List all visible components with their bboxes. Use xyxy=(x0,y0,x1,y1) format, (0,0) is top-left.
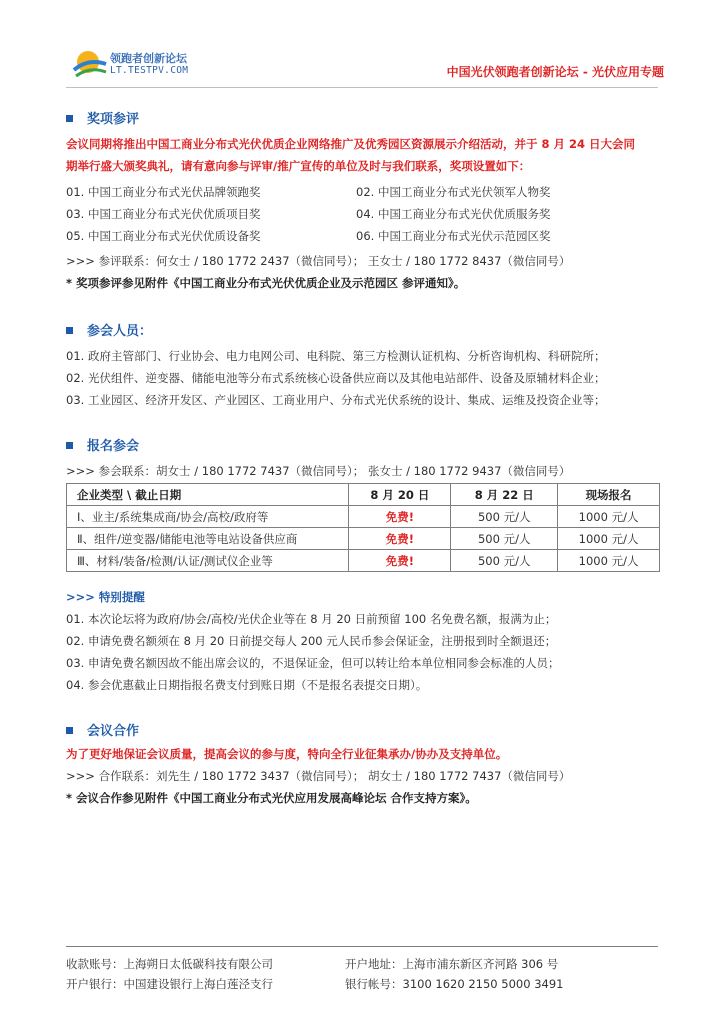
section-attendees-heading: 参会人员： xyxy=(66,320,152,339)
footer-address: 开户地址：上海市浦东新区齐河路 306 号 xyxy=(345,957,559,971)
reminder-item: 02. 申请免费名额须在 8 月 20 日前提交每人 200 元人民币参会保证金，注册报到时全额退还； xyxy=(66,634,557,648)
logo-url[interactable]: LT.TESTPV.COM xyxy=(110,65,189,76)
award-item: 03. 中国工商业分布式光伏优质项目奖 xyxy=(66,207,261,221)
awards-intro-line2: 期举行盛大颁奖典礼，请有意向参与评审/推广宣传的单位及时与我们联系，奖项设置如下： xyxy=(66,159,531,173)
attendee-item: 01. 政府主管部门、行业协会、电力电网公司、电科院、第三方检测认证机构、分析咨询机构、科研院所； xyxy=(66,349,606,363)
table-cell: Ⅱ、组件/逆变器/储能电池等电站设备供应商 xyxy=(67,528,349,550)
table-cell: 500 元/人 xyxy=(451,528,558,550)
square-bullet-icon xyxy=(66,115,73,122)
footer-account-name: 收款账号：上海朔日太低碳科技有限公司 xyxy=(66,957,273,971)
footer-bank: 开户银行：中国建设银行上海白莲泾支行 xyxy=(66,977,273,991)
footer-divider xyxy=(66,946,658,947)
cooperation-intro: 为了更好地保证会议质量，提高会议的参与度，特向全行业征集承办/协办及支持单位。 xyxy=(66,747,508,761)
table-header-cell: 8 月 22 日 xyxy=(451,484,558,506)
table-cell: 1000 元/人 xyxy=(558,528,660,550)
header-divider xyxy=(66,87,658,88)
awards-contact: >>> 参评联系：何女士 / 180 1772 2437（微信同号）； 王女士 / 180 1772 8437（微信同号） xyxy=(66,254,571,268)
section-awards-heading: 奖项参评 xyxy=(66,108,139,127)
awards-intro-line1: 会议同期将推出中国工商业分布式光伏优质企业网络推广及优秀园区资源展示介绍活动，并于 8 月 24 日大会同 xyxy=(66,137,636,151)
table-header-row xyxy=(67,484,660,506)
award-item: 02. 中国工商业分布式光伏领军人物奖 xyxy=(356,185,551,199)
table-cell: 500 元/人 xyxy=(451,550,558,572)
section-registration-heading: 报名参会 xyxy=(66,435,139,454)
logo-title: 领跑者创新论坛 xyxy=(110,52,187,65)
table-cell: 1000 元/人 xyxy=(558,506,660,528)
table-cell: 500 元/人 xyxy=(451,506,558,528)
reminder-item: 01. 本次论坛将为政府/协会/高校/光伏企业等在 8 月 20 日前预留 100 名免费名额，报满为止； xyxy=(66,612,557,626)
square-bullet-icon xyxy=(66,442,73,449)
awards-note: * 奖项参评参见附件《中国工商业分布式光伏优质企业及示范园区 参评通知》。 xyxy=(66,276,466,290)
table-header-cell: 企业类型 \ 截止日期 xyxy=(67,484,349,506)
logo xyxy=(70,44,200,84)
table-cell: Ⅰ、业主/系统集成商/协会/高校/政府等 xyxy=(67,506,349,528)
award-item: 01. 中国工商业分布式光伏品牌领跑奖 xyxy=(66,185,261,199)
table-row xyxy=(67,528,660,550)
table-cell: 免费! xyxy=(349,528,451,550)
square-bullet-icon xyxy=(66,327,73,334)
table-header-cell: 8 月 20 日 xyxy=(349,484,451,506)
attendee-item: 02. 光伏组件、逆变器、储能电池等分布式系统核心设备供应商以及其他电站部件、设备及原辅材料企业； xyxy=(66,371,606,385)
header-title: 中国光伏领跑者创新论坛 - 光伏应用专题 xyxy=(446,65,664,79)
cooperation-note: * 会议合作参见附件《中国工商业分布式光伏应用发展高峰论坛 合作支持方案》。 xyxy=(66,791,477,805)
table-cell: 免费! xyxy=(349,506,451,528)
attendee-item: 03. 工业园区、经济开发区、产业园区、工商业用户、分布式光伏系统的设计、集成、运维及投资企业等； xyxy=(66,393,606,407)
square-bullet-icon xyxy=(66,727,73,734)
table-row xyxy=(67,506,660,528)
section-cooperation-heading: 会议合作 xyxy=(66,720,139,739)
table-cell: Ⅲ、材料/装备/检测/认证/测试仪企业等 xyxy=(67,550,349,572)
award-item: 06. 中国工商业分布式光伏示范园区奖 xyxy=(356,229,551,243)
registration-fee-table xyxy=(66,483,660,572)
reminder-item: 04. 参会优惠截止日期指报名费支付到账日期（不是报名表提交日期）。 xyxy=(66,678,428,692)
table-cell: 1000 元/人 xyxy=(558,550,660,572)
award-item: 05. 中国工商业分布式光伏优质设备奖 xyxy=(66,229,261,243)
registration-contact: >>> 参会联系：胡女士 / 180 1772 7437（微信同号）； 张女士 / 180 1772 9437（微信同号） xyxy=(66,464,571,478)
table-cell: 免费! xyxy=(349,550,451,572)
cooperation-contact: >>> 合作联系：刘先生 / 180 1772 3437（微信同号）； 胡女士 / 180 1772 7437（微信同号） xyxy=(66,769,571,783)
award-item: 04. 中国工商业分布式光伏优质服务奖 xyxy=(356,207,551,221)
table-header-cell: 现场报名 xyxy=(558,484,660,506)
reminder-heading: >>> 特别提醒 xyxy=(66,590,145,604)
reminder-item: 03. 申请免费名额因故不能出席会议的，不退保证金，但可以转让给本单位相同参会标准的人员； xyxy=(66,656,560,670)
logo-sun-icon xyxy=(70,44,110,84)
table-row xyxy=(67,550,660,572)
footer-account-number: 银行帐号：3100 1620 2150 5000 3491 xyxy=(345,977,564,991)
